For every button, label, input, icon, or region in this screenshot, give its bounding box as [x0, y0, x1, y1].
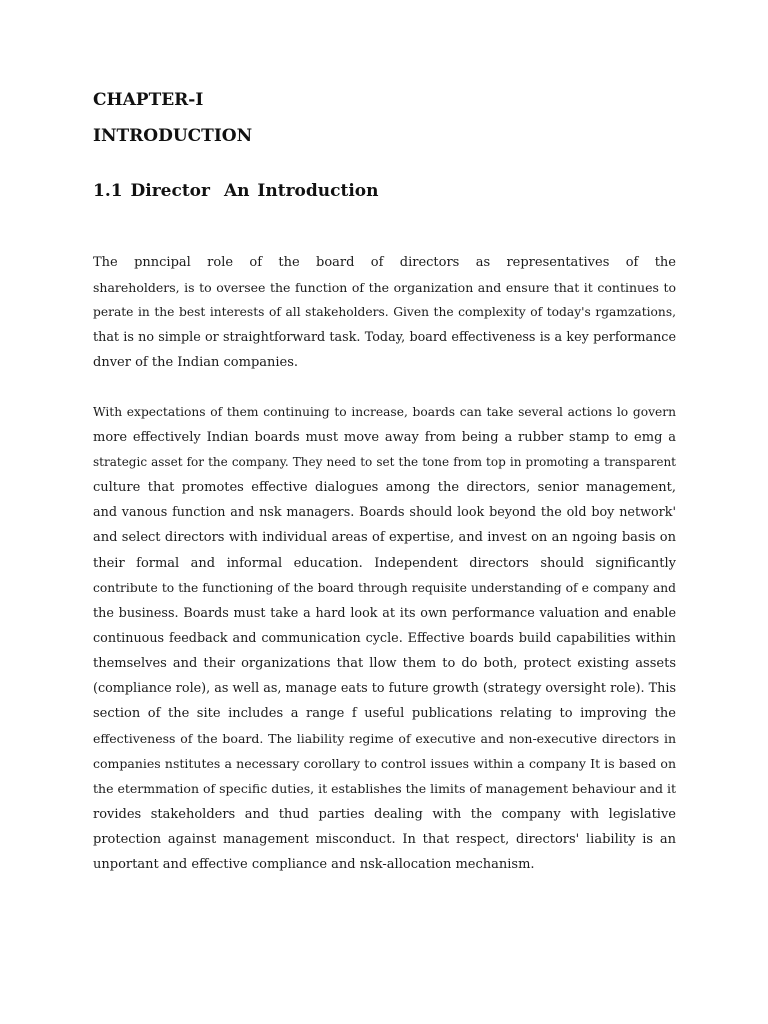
- paragraph-line: the business. Boards must take a hard look at its own performance valuation and enable: [93, 605, 676, 621]
- paragraph-line: (compliance role), as well as, manage eats to future growth (strategy oversight role). This: [93, 681, 676, 697]
- paragraph-line: section of the site includes a range f useful publications relating to improving the: [93, 706, 676, 722]
- paragraph-line: shareholders, is to oversee the function of the organization and ensure that it continues to: [93, 280, 676, 296]
- chapter-title: INTRODUCTION: [93, 126, 253, 146]
- paragraph-line: companies nstitutes a necessary corollary to control issues within a company It is based on: [93, 756, 676, 772]
- paragraph-line: that is no simple or straightforward task. Today, board effectiveness is a key performance: [93, 330, 676, 346]
- paragraph-line: With expectations of them continuing to increase, boards can take several actions lo govern: [93, 405, 676, 419]
- chapter-label: CHAPTER-I: [93, 90, 204, 110]
- paragraph-line: continuous feedback and communication cycle. Effective boards build capabilities within: [93, 630, 676, 646]
- paragraph-line: The pnncipal role of the board of directors as representatives of the: [93, 255, 676, 270]
- paragraph-line: culture that promotes effective dialogues among the directors, senior management,: [93, 480, 676, 496]
- paragraph-line: the etermmation of specific duties, it establishes the limits of management behaviour and it: [93, 781, 676, 797]
- paragraph-2: [93, 400, 676, 877]
- paragraph-line: themselves and their organizations that llow them to do both, protect existing assets: [93, 655, 676, 671]
- paragraph-line: effectiveness of the board. The liability regime of executive and non-executive directors in: [93, 731, 676, 747]
- paragraph-line: and select directors with individual areas of expertise, and invest on an ngoing basis on: [93, 530, 676, 546]
- paragraph-line: their formal and informal education. Independent directors should significantly: [93, 555, 676, 571]
- section-heading: [93, 181, 379, 201]
- paragraph-line: dnver of the Indian companies.: [93, 355, 299, 371]
- paragraph-line: unportant and effective compliance and nsk-allocation mechanism.: [93, 856, 535, 872]
- section-title: An Introduction: [223, 181, 379, 201]
- paragraph-line: rovides stakeholders and thud parties dealing with the company with legislative: [93, 806, 676, 822]
- paragraph-line: perate in the best interests of all stakeholders. Given the complexity of today's rgamzations,: [93, 305, 676, 320]
- paragraph-line: more effectively Indian boards must move away from being a rubber stamp to emg a: [93, 430, 676, 446]
- paragraph-1: [93, 250, 676, 375]
- section-number: 1.1 Director: [93, 181, 210, 201]
- paragraph-line: contribute to the functioning of the board through requisite understanding of e company and: [93, 580, 676, 595]
- paragraph-line: and vanous function and nsk managers. Boards should look beyond the old boy network': [93, 505, 676, 521]
- paragraph-line: protection against management misconduct. In that respect, directors' liability is an: [93, 831, 676, 847]
- paragraph-line: strategic asset for the company. They need to set the tone from top in promoting a transparent: [93, 455, 676, 470]
